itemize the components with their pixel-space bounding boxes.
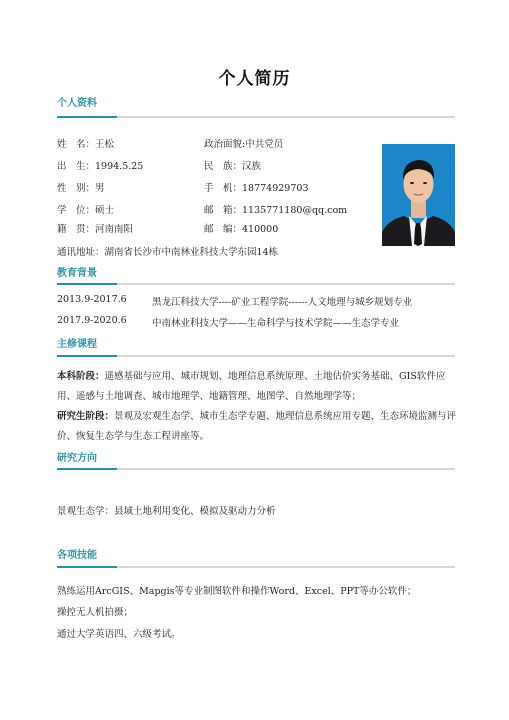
courses-undergrad-label: 本科阶段：: [57, 371, 105, 382]
gender-field: 性 别：男: [57, 183, 105, 194]
section-title-education: 教育背景: [57, 268, 97, 279]
section-divider: [57, 283, 455, 285]
email-field: 邮 箱：1135771180@qq.com: [204, 205, 348, 216]
section-divider: [57, 116, 455, 118]
skill-item: 熟练运用ArcGIS、Mapgis等专业制图软件和操作Word、Excel、PPT等办公软件；: [57, 586, 417, 597]
courses-grad-text: 景观及宏观生态学、城市生态学专题、地理信息系统应用专题、生态环境监测与评价、恢复生态学与生态工程讲座等。: [57, 411, 457, 442]
courses-grad-label: 研究生阶段：: [57, 411, 115, 422]
origin-field: 籍 贯：河南南阳: [57, 224, 134, 235]
section-divider: [57, 468, 455, 470]
ethnicity-field: 民 族：汉族: [204, 161, 262, 172]
address-field: 通讯地址：湖南省长沙市中南林业科技大学东园14栋: [57, 247, 279, 258]
research-text: 景观生态学：县域土地利用变化、模拟及驱动力分析: [57, 506, 276, 517]
profile-photo: [382, 144, 455, 246]
courses-undergrad-text: 遥感基础与应用、城市规划、地理信息系统原理、土地估价实务基础、GIS软件应用、遥感与土地调查、城市地理学、地籍管理、地图学、自然地理学等；: [57, 371, 446, 402]
section-title-courses: 主修课程: [57, 339, 97, 350]
section-title-research: 研究方向: [57, 453, 97, 464]
courses-grad: [57, 407, 457, 447]
skill-item: 通过大学英语四、六级考试。: [57, 629, 181, 640]
education-period: 2017.9-2020.6: [57, 315, 127, 326]
education-detail: 中南林业科技大学——生命科学与技术学院——生态学专业: [152, 318, 400, 329]
birth-field: 出 生：1994.5.25: [57, 161, 144, 172]
section-title-skills: 各项技能: [57, 550, 97, 561]
section-divider: [57, 566, 455, 568]
education-period: 2013.9-2017.6: [57, 294, 127, 305]
section-divider: [57, 355, 455, 357]
political-field: 政治面貌:中共党员: [204, 139, 284, 150]
degree-field: 学 位：硕士: [57, 205, 115, 216]
postcode-field: 邮 编：410000: [204, 224, 279, 235]
phone-field: 手 机：18774929703: [204, 183, 309, 194]
education-detail: 黑龙江科技大学----矿业工程学院------人文地理与城乡规划专业: [152, 297, 413, 308]
section-title-profile: 个人资料: [57, 98, 97, 109]
courses-undergrad: [57, 367, 457, 407]
skill-item: 操控无人机拍摄；: [57, 607, 134, 618]
page-title: 个人简历: [218, 69, 291, 89]
name-field: 姓 名：王松: [57, 139, 115, 150]
